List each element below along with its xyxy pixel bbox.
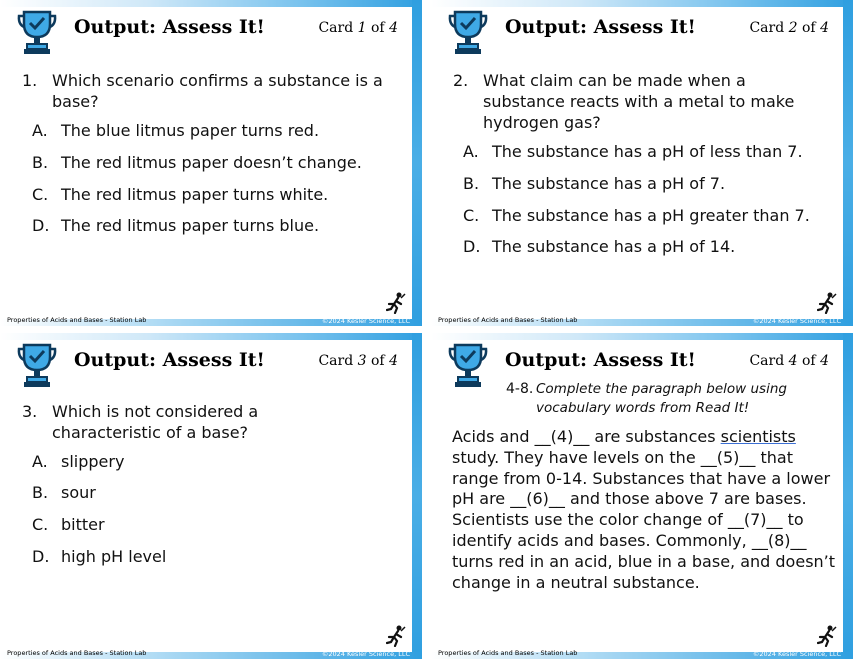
spellcheck-underlined-word: scientists — [720, 427, 796, 446]
runner-logo-icon — [386, 625, 406, 647]
option-d: D. high pH level — [32, 547, 167, 566]
card-top-stripe — [431, 0, 853, 7]
trophy-checkmark-icon — [447, 343, 489, 389]
option-a: A. The blue litmus paper turns red. — [32, 121, 320, 140]
trophy-checkmark-icon — [447, 10, 489, 56]
footer-course-label: Properties of Acids and Bases - Station Lab — [438, 316, 578, 324]
option-c: C. The substance has a pH greater than 7. — [463, 206, 810, 225]
footer-copyright: ©2024 Kesler Science, LLC — [321, 317, 410, 325]
footer-copyright: ©2024 Kesler Science, LLC — [752, 650, 841, 658]
option-d: D. The red litmus paper turns blue. — [32, 216, 320, 235]
card-number-label: Card 2 of 4 — [749, 20, 829, 36]
card-title: Output: Assess It! — [74, 16, 265, 38]
card-top-stripe — [0, 0, 422, 7]
option-b: B. The substance has a pH of 7. — [463, 174, 726, 193]
instruction: 4-8. Complete the paragraph below using vocabulary words from Read It! — [506, 381, 787, 416]
assessment-card-2 — [431, 0, 853, 326]
option-d: D. The substance has a pH of 14. — [463, 237, 736, 256]
fill-in-paragraph: Acids and __(4)__ are substances scientists study. They have levels on the __(5)__ that range from 0-14. Substances that have a lower pH are __(6)__ and those above 7 are bases. Scientists use the color change of __(7)__ to identify acids and bases. Commonly, __(8)__ turns red in an acid, blue in a base, and doesn’t change in a neutral substance. — [452, 427, 836, 592]
footer-course-label: Properties of Acids and Bases - Station Lab — [7, 316, 147, 324]
runner-logo-icon — [817, 292, 837, 314]
card-number-label: Card 4 of 4 — [749, 353, 829, 369]
card-right-stripe — [412, 0, 422, 326]
footer-copyright: ©2024 Kesler Science, LLC — [752, 317, 841, 325]
assessment-card-3 — [0, 333, 422, 659]
runner-logo-icon — [817, 625, 837, 647]
card-top-stripe — [0, 333, 422, 340]
card-right-stripe — [843, 333, 853, 659]
assessment-card-4 — [431, 333, 853, 659]
card-number-label: Card 3 of 4 — [318, 353, 398, 369]
footer-copyright: ©2024 Kesler Science, LLC — [321, 650, 410, 658]
question-2: 2. What claim can be made when a substance reacts with a metal to make hydrogen gas? — [453, 71, 795, 132]
trophy-checkmark-icon — [16, 343, 58, 389]
runner-logo-icon — [386, 292, 406, 314]
option-c: C. bitter — [32, 515, 105, 534]
card-title: Output: Assess It! — [74, 349, 265, 371]
option-a: A. slippery — [32, 452, 125, 471]
question-3: 3. Which is not considered a characteristic of a base? — [22, 402, 259, 442]
option-b: B. The red litmus paper doesn’t change. — [32, 153, 362, 172]
card-title: Output: Assess It! — [505, 349, 696, 371]
card-number-label: Card 1 of 4 — [318, 20, 398, 36]
option-c: C. The red litmus paper turns white. — [32, 185, 329, 204]
question-1: 1. Which scenario confirms a substance is a base? — [22, 71, 383, 111]
card-right-stripe — [412, 333, 422, 659]
trophy-checkmark-icon — [16, 10, 58, 56]
assessment-card-1 — [0, 0, 422, 326]
card-top-stripe — [431, 333, 853, 340]
card-right-stripe — [843, 0, 853, 326]
footer-course-label: Properties of Acids and Bases - Station Lab — [7, 649, 147, 657]
option-b: B. sour — [32, 483, 96, 502]
footer-course-label: Properties of Acids and Bases - Station Lab — [438, 649, 578, 657]
card-title: Output: Assess It! — [505, 16, 696, 38]
option-a: A. The substance has a pH of less than 7. — [463, 142, 803, 161]
